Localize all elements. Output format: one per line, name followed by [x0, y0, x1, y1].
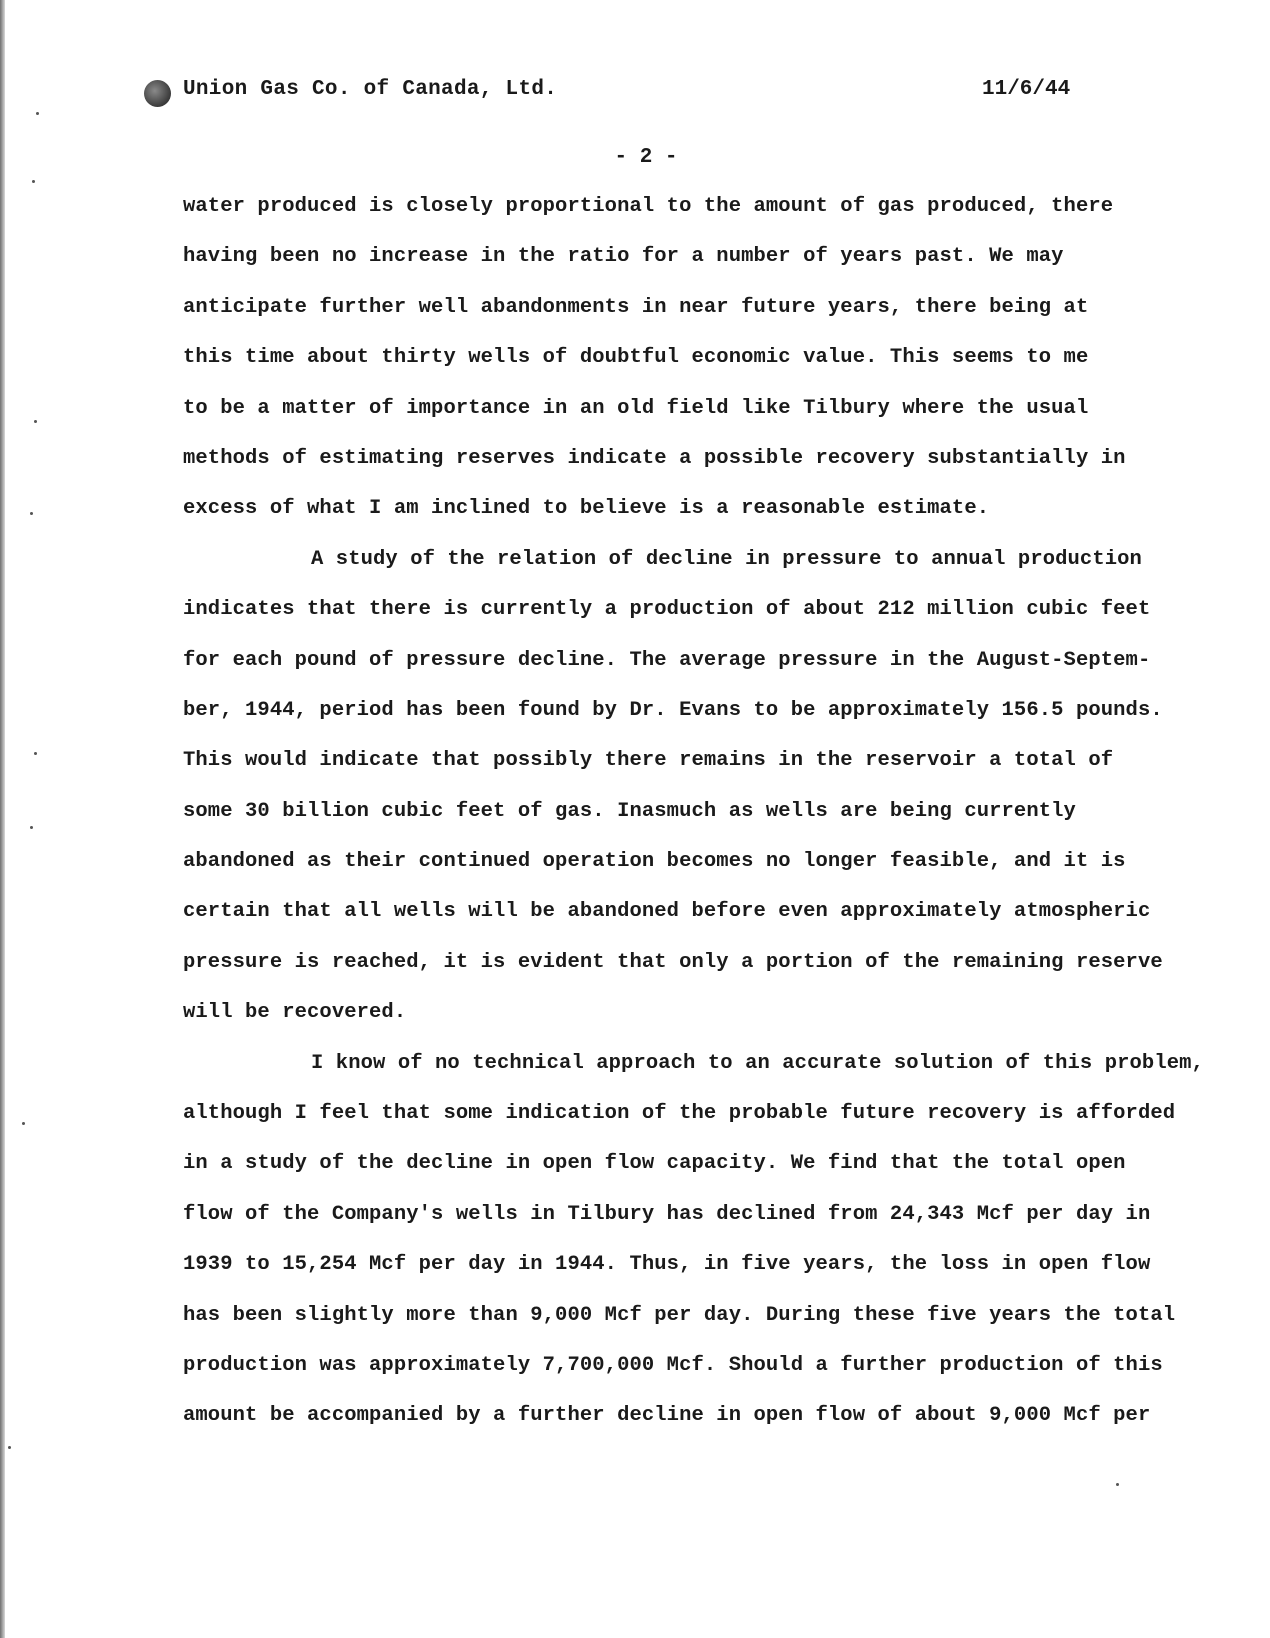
text-line: anticipate further well abandonments in near future years, there being at [183, 295, 1089, 319]
text-line: production was approximately 7,700,000 Mcf. Should a further production of this [183, 1353, 1163, 1377]
page-edge-shadow [0, 0, 5, 1638]
text-line: water produced is closely proportional to the amount of gas produced, there [183, 195, 1114, 218]
scan-speck [1116, 1483, 1119, 1486]
text-line: this time about thirty wells of doubtful economic value. This seems to me [183, 346, 1089, 370]
text-line: flow of the Company's wells in Tilbury has declined from 24,343 Mcf per day in [183, 1202, 1151, 1226]
text-line: for each pound of pressure decline. The average pressure in the August-Septem- [183, 648, 1151, 672]
text-line: indicates that there is currently a production of about 212 million cubic feet [183, 598, 1151, 622]
text-line: amount be accompanied by a further decline in open flow of about 9,000 Mcf per [183, 1404, 1151, 1428]
scan-speck [8, 1446, 11, 1449]
text-line: abandoned as their continued operation becomes no longer feasible, and it is [183, 850, 1126, 874]
text-line: ber, 1944, period has been found by Dr. Evans to be approximately 156.5 pounds. [183, 698, 1163, 722]
letter-body [183, 194, 1213, 1454]
text-line: has been slightly more than 9,000 Mcf per day. During these five years the total [183, 1303, 1176, 1327]
scan-speck [34, 420, 37, 423]
scan-speck [30, 512, 33, 515]
text-line: having been no increase in the ratio for a number of years past. We may [183, 245, 1064, 269]
text-line: to be a matter of importance in an old field like Tilbury where the usual [183, 396, 1089, 420]
text-line: certain that all wells will be abandoned before even approximately atmospheric [183, 900, 1151, 924]
text-line: in a study of the decline in open flow capacity. We find that the total open [183, 1152, 1126, 1176]
letterhead-company: Union Gas Co. of Canada, Ltd. [183, 78, 558, 101]
text-line: methods of estimating reserves indicate a possible recovery substantially in [183, 446, 1126, 470]
paragraph-start-line: A study of the relation of decline in pressure to annual production [311, 547, 1142, 571]
letter-date: 11/6/44 [982, 78, 1071, 101]
paragraph-start-line: I know of no technical approach to an accurate solution of this problem, [311, 1051, 1204, 1075]
text-line: 1939 to 15,254 Mcf per day in 1944. Thus, in five years, the loss in open flow [183, 1253, 1151, 1277]
punch-hole [144, 80, 171, 107]
text-line: excess of what I am inclined to believe is a reasonable estimate. [183, 497, 990, 521]
text-line: some 30 billion cubic feet of gas. Inasmuch as wells are being currently [183, 799, 1076, 823]
text-line: This would indicate that possibly there remains in the reservoir a total of [183, 749, 1114, 773]
text-line: although I feel that some indication of the probable future recovery is afforded [183, 1102, 1176, 1126]
text-line: will be recovered. [183, 1001, 407, 1025]
text-line: pressure is reached, it is evident that only a portion of the remaining reserve [183, 950, 1163, 974]
scan-speck [22, 1122, 25, 1125]
page-number: - 2 - [614, 146, 678, 169]
scan-speck [34, 752, 37, 755]
scan-speck [30, 826, 33, 829]
scan-speck [36, 112, 39, 115]
scan-speck [32, 180, 35, 183]
